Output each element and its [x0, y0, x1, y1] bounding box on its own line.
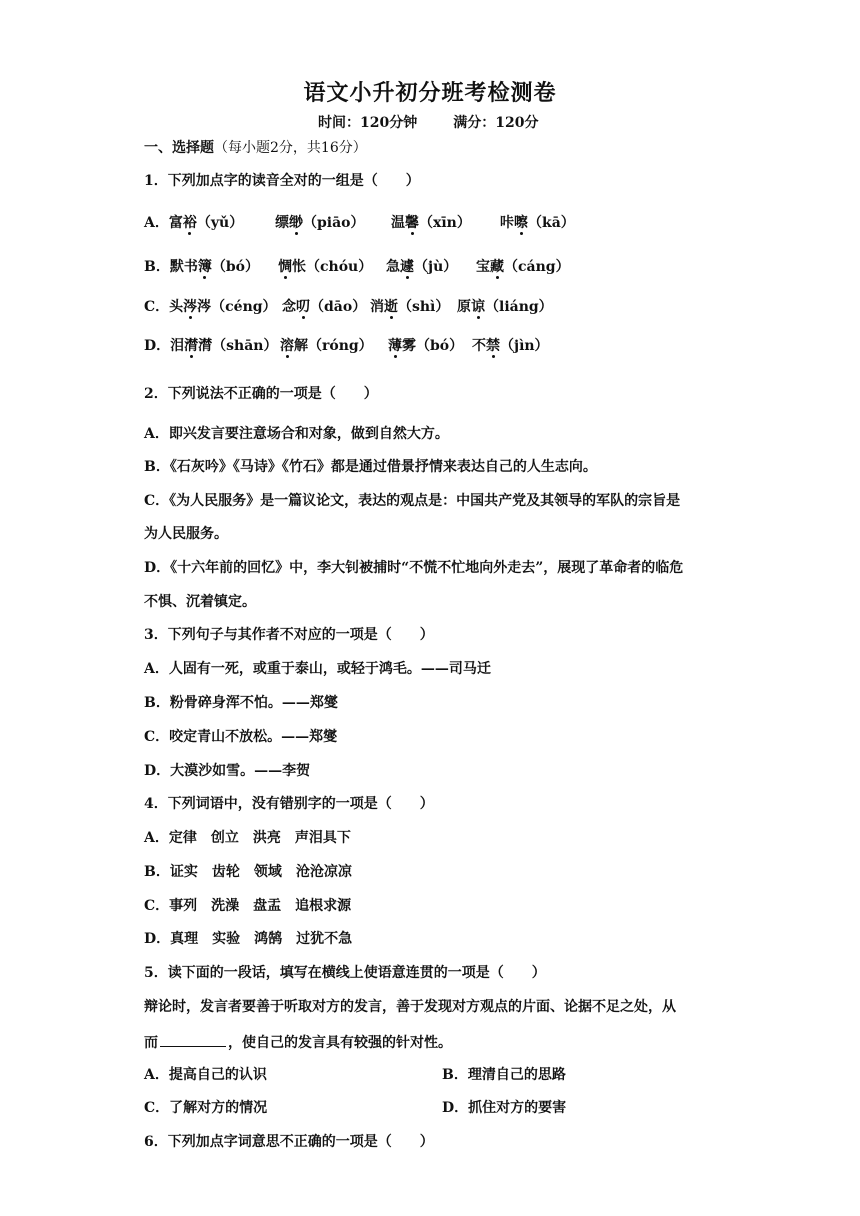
q2-option-d-cont: 不惧、沉着镇定。: [144, 594, 256, 610]
q1-d-item: 薄雾（bó）: [388, 338, 464, 354]
q1-a-item: 缥缈（piāo）: [275, 215, 365, 231]
q1-c-item: 原谅（liáng）: [457, 299, 553, 315]
q1-a-item: A．富裕（yǔ）: [144, 215, 244, 231]
q1-d-item: 溶解（róng）: [280, 338, 373, 354]
q1-c-item: 消逝（shì）: [370, 299, 450, 315]
exam-info: [318, 112, 538, 132]
q1-c-item: C．头涔涔（céng）: [144, 299, 277, 315]
q1-b-item: B．默书簿（bó）: [144, 259, 259, 275]
q5-option-a: A．提高自己的认识: [144, 1067, 267, 1083]
q4-stem: 4．下列词语中，没有错别字的一项是（ ）: [144, 796, 434, 812]
q3-option-d: D．大漠沙如雪。——李贺: [144, 763, 311, 779]
q4-option-a: A．定律 创立 洪亮 声泪具下: [144, 830, 351, 846]
section-title: 一、选择题: [144, 140, 214, 156]
q2-option-b: B．《石灰吟》《马诗》《竹石》都是通过借景抒情来表达自己的人生志向。: [144, 459, 597, 475]
q4-option-c: C．事列 洗澡 盘盂 追根求源: [144, 898, 352, 914]
q3-stem: 3．下列句子与其作者不对应的一项是（ ）: [144, 627, 434, 643]
q1-a-item: 咔嚓（kā）: [500, 215, 575, 231]
fill-blank: [160, 1032, 226, 1047]
q4-option-b: B．证实 齿轮 领域 沧沧凉凉: [144, 864, 352, 880]
q2-option-a: A．即兴发言要注意场合和对象，做到自然大方。: [144, 426, 449, 442]
section-heading: [144, 139, 367, 157]
q2-option-c-cont: 为人民服务。: [144, 526, 228, 542]
page-title: 语文小升初分班考检测卷: [303, 81, 557, 106]
q1-stem: 1．下列加点字的读音全对的一组是（ ）: [144, 173, 420, 189]
q6-stem: 6．下列加点字词意思不正确的一项是（ ）: [144, 1134, 434, 1150]
q2-option-d: D．《十六年前的回忆》中，李大钊被捕时“不慌不忙地向外走去”，展现了革命者的临危: [144, 560, 684, 576]
time-label: 时间：120分钟: [318, 115, 418, 131]
q5-option-c: C．了解对方的情况: [144, 1100, 268, 1116]
q3-option-b: B．粉骨碎身浑不怕。——郑燮: [144, 695, 338, 711]
score-label: 满分：120分: [453, 115, 539, 131]
q3-option-c: C．咬定青山不放松。——郑燮: [144, 729, 338, 745]
q4-option-d: D．真理 实验 鸿鹄 过犹不急: [144, 931, 353, 947]
q1-b-item: 宝藏（cáng）: [476, 259, 570, 275]
q1-b-item: 惆怅（chóu）: [278, 259, 373, 275]
q5-passage-line1: 辩论时，发言者要善于听取对方的发言，善于发现对方观点的片面、论据不足之处，从: [144, 999, 676, 1015]
q3-option-a: A．人固有一死，或重于泰山，或轻于鸿毛。——司马迁: [144, 661, 491, 677]
q5-passage-line2: 而 ，使自己的发言具有较强的针对性。: [144, 1032, 452, 1052]
q5-option-b: B．理清自己的思路: [442, 1067, 566, 1083]
q5-stem: 5．读下面的一段话，填写在横线上使语意连贯的一项是（ ）: [144, 965, 546, 981]
q2-option-c: C．《为人民服务》是一篇议论文，表达的观点是：中国共产党及其领导的军队的宗旨是: [144, 493, 681, 509]
q2-stem: 2．下列说法不正确的一项是（ ）: [144, 386, 378, 402]
q1-d-item: D．泪潸潸（shān）: [144, 338, 278, 354]
q1-b-item: 急遽（jù）: [386, 259, 458, 275]
q1-c-item: 念叨（dāo）: [282, 299, 367, 315]
section-note: （每小题2分，共16分）: [214, 140, 367, 156]
q1-d-item: 不禁（jìn）: [472, 338, 549, 354]
q5-option-d: D．抓住对方的要害: [442, 1100, 567, 1116]
q1-a-item: 温馨（xīn）: [391, 215, 471, 231]
